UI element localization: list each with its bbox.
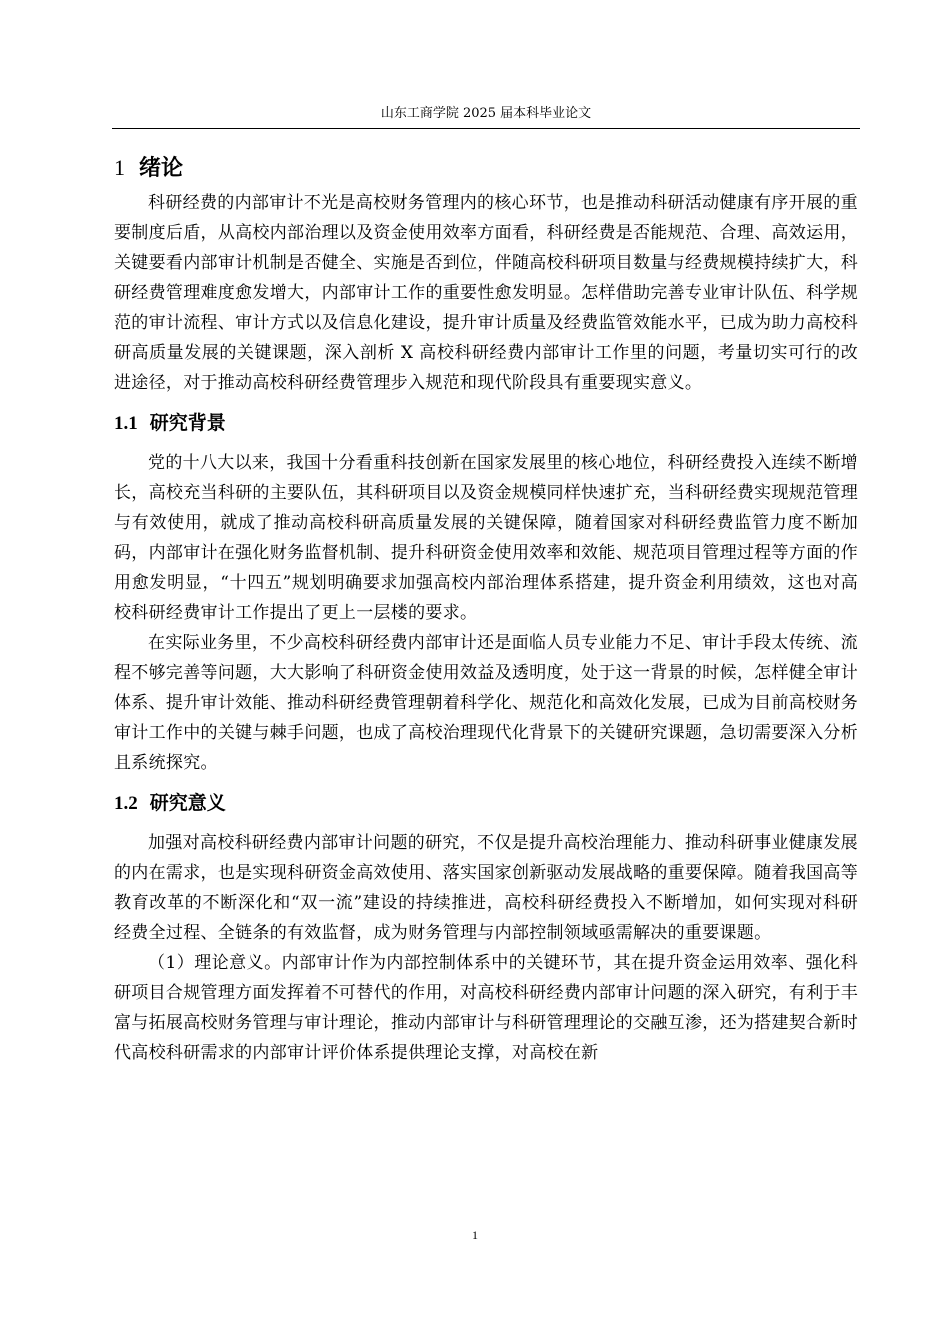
intro-paragraph: 科研经费的内部审计不光是高校财务管理内的核心环节，也是推动科研活动健康有序开展的重要制度后盾，从高校内部治理以及资金使用效率方面看，科研经费是否能规范、合理、高效运用，关键要看内部审计机制是否健全、实施是否到位，伴随高校科研项目数量与经费规模持续扩大，科研经费管理难度愈发增大，内部审计工作的重要性愈发明显。怎样借助完善专业审计队伍、科学规范的审计流程、审计方式以及信息化建设，提升审计质量及经费监管效能水平，已成为助力高校科研高质量发展的关键课题，深入剖析 X 高校科研经费内部审计工作里的问题，考量切实可行的改进途径，对于推动高校科研经费管理步入规范和现代阶段具有重要现实意义。 <box>114 193 858 393</box>
page-number: 1 <box>472 1228 478 1242</box>
section-number: 1.1 <box>114 413 138 434</box>
section-title: 研究意义 <box>149 792 226 814</box>
background-paragraph-2: 在实际业务里，不少高校科研经费内部审计还是面临人员专业能力不足、审计手段太传统、流程不够完善等问题，大大影响了科研资金使用效益及透明度，处于这一背景的时候，怎样健全审计体系、提升审计效能、推动科研经费管理朝着科学化、规范化和高效化发展，已成为目前高校财务审计工作中的关键与棘手问题，也成了高校治理现代化背景下的关键研究课题，急切需要深入分析且系统探究。 <box>114 633 858 773</box>
section-heading-1-2 <box>114 778 858 828</box>
section-heading-1-1 <box>114 398 858 448</box>
significance-paragraph-2: （1）理论意义。内部审计作为内部控制体系中的关键环节，其在提升资金运用效率、强化科研项目合规管理方面发挥着不可替代的作用，对高校科研经费内部审计问题的深入研究，有利于丰富与拓展高校财务管理与审计理论，推动内部审计与科研管理理论的交融互渗，还为搭建契合新时代高校科研需求的内部审计评价体系提供理论支撑，对高校在新 <box>114 953 858 1063</box>
chapter-heading <box>114 148 858 188</box>
body-content <box>114 148 858 1068</box>
running-header: 山东工商学院 2025 届本科毕业论文 <box>380 106 592 121</box>
section-number: 1.2 <box>114 793 138 814</box>
chapter-title: 绪论 <box>139 156 184 181</box>
significance-paragraph-1: 加强对高校科研经费内部审计问题的研究，不仅是提升高校治理能力、推动科研事业健康发展的内在需求，也是实现科研资金高效使用、落实国家创新驱动发展战略的重要保障。随着我国高等教育改革的不断深化和“双一流”建设的持续推进，高校科研经费投入不断增加，如何实现对科研经费全过程、全链条的有效监督，成为财务管理与内部控制领域亟需解决的重要课题。 <box>114 833 858 943</box>
chapter-number: 1 <box>114 155 125 180</box>
section-title: 研究背景 <box>149 412 226 434</box>
header-rule <box>112 128 860 129</box>
background-paragraph-1: 党的十八大以来，我国十分看重科技创新在国家发展里的核心地位，科研经费投入连续不断增长，高校充当科研的主要队伍，其科研项目以及资金规模同样快速扩充，当科研经费实现规范管理与有效使用，就成了推动高校科研高质量发展的关键保障，随着国家对科研经费监管力度不断加码，内部审计在强化财务监督机制、提升科研资金使用效率和效能、规范项目管理过程等方面的作用愈发明显，“十四五”规划明确要求加强高校内部治理体系搭建，提升资金利用绩效，这也对高校科研经费审计工作提出了更上一层楼的要求。 <box>114 453 858 623</box>
